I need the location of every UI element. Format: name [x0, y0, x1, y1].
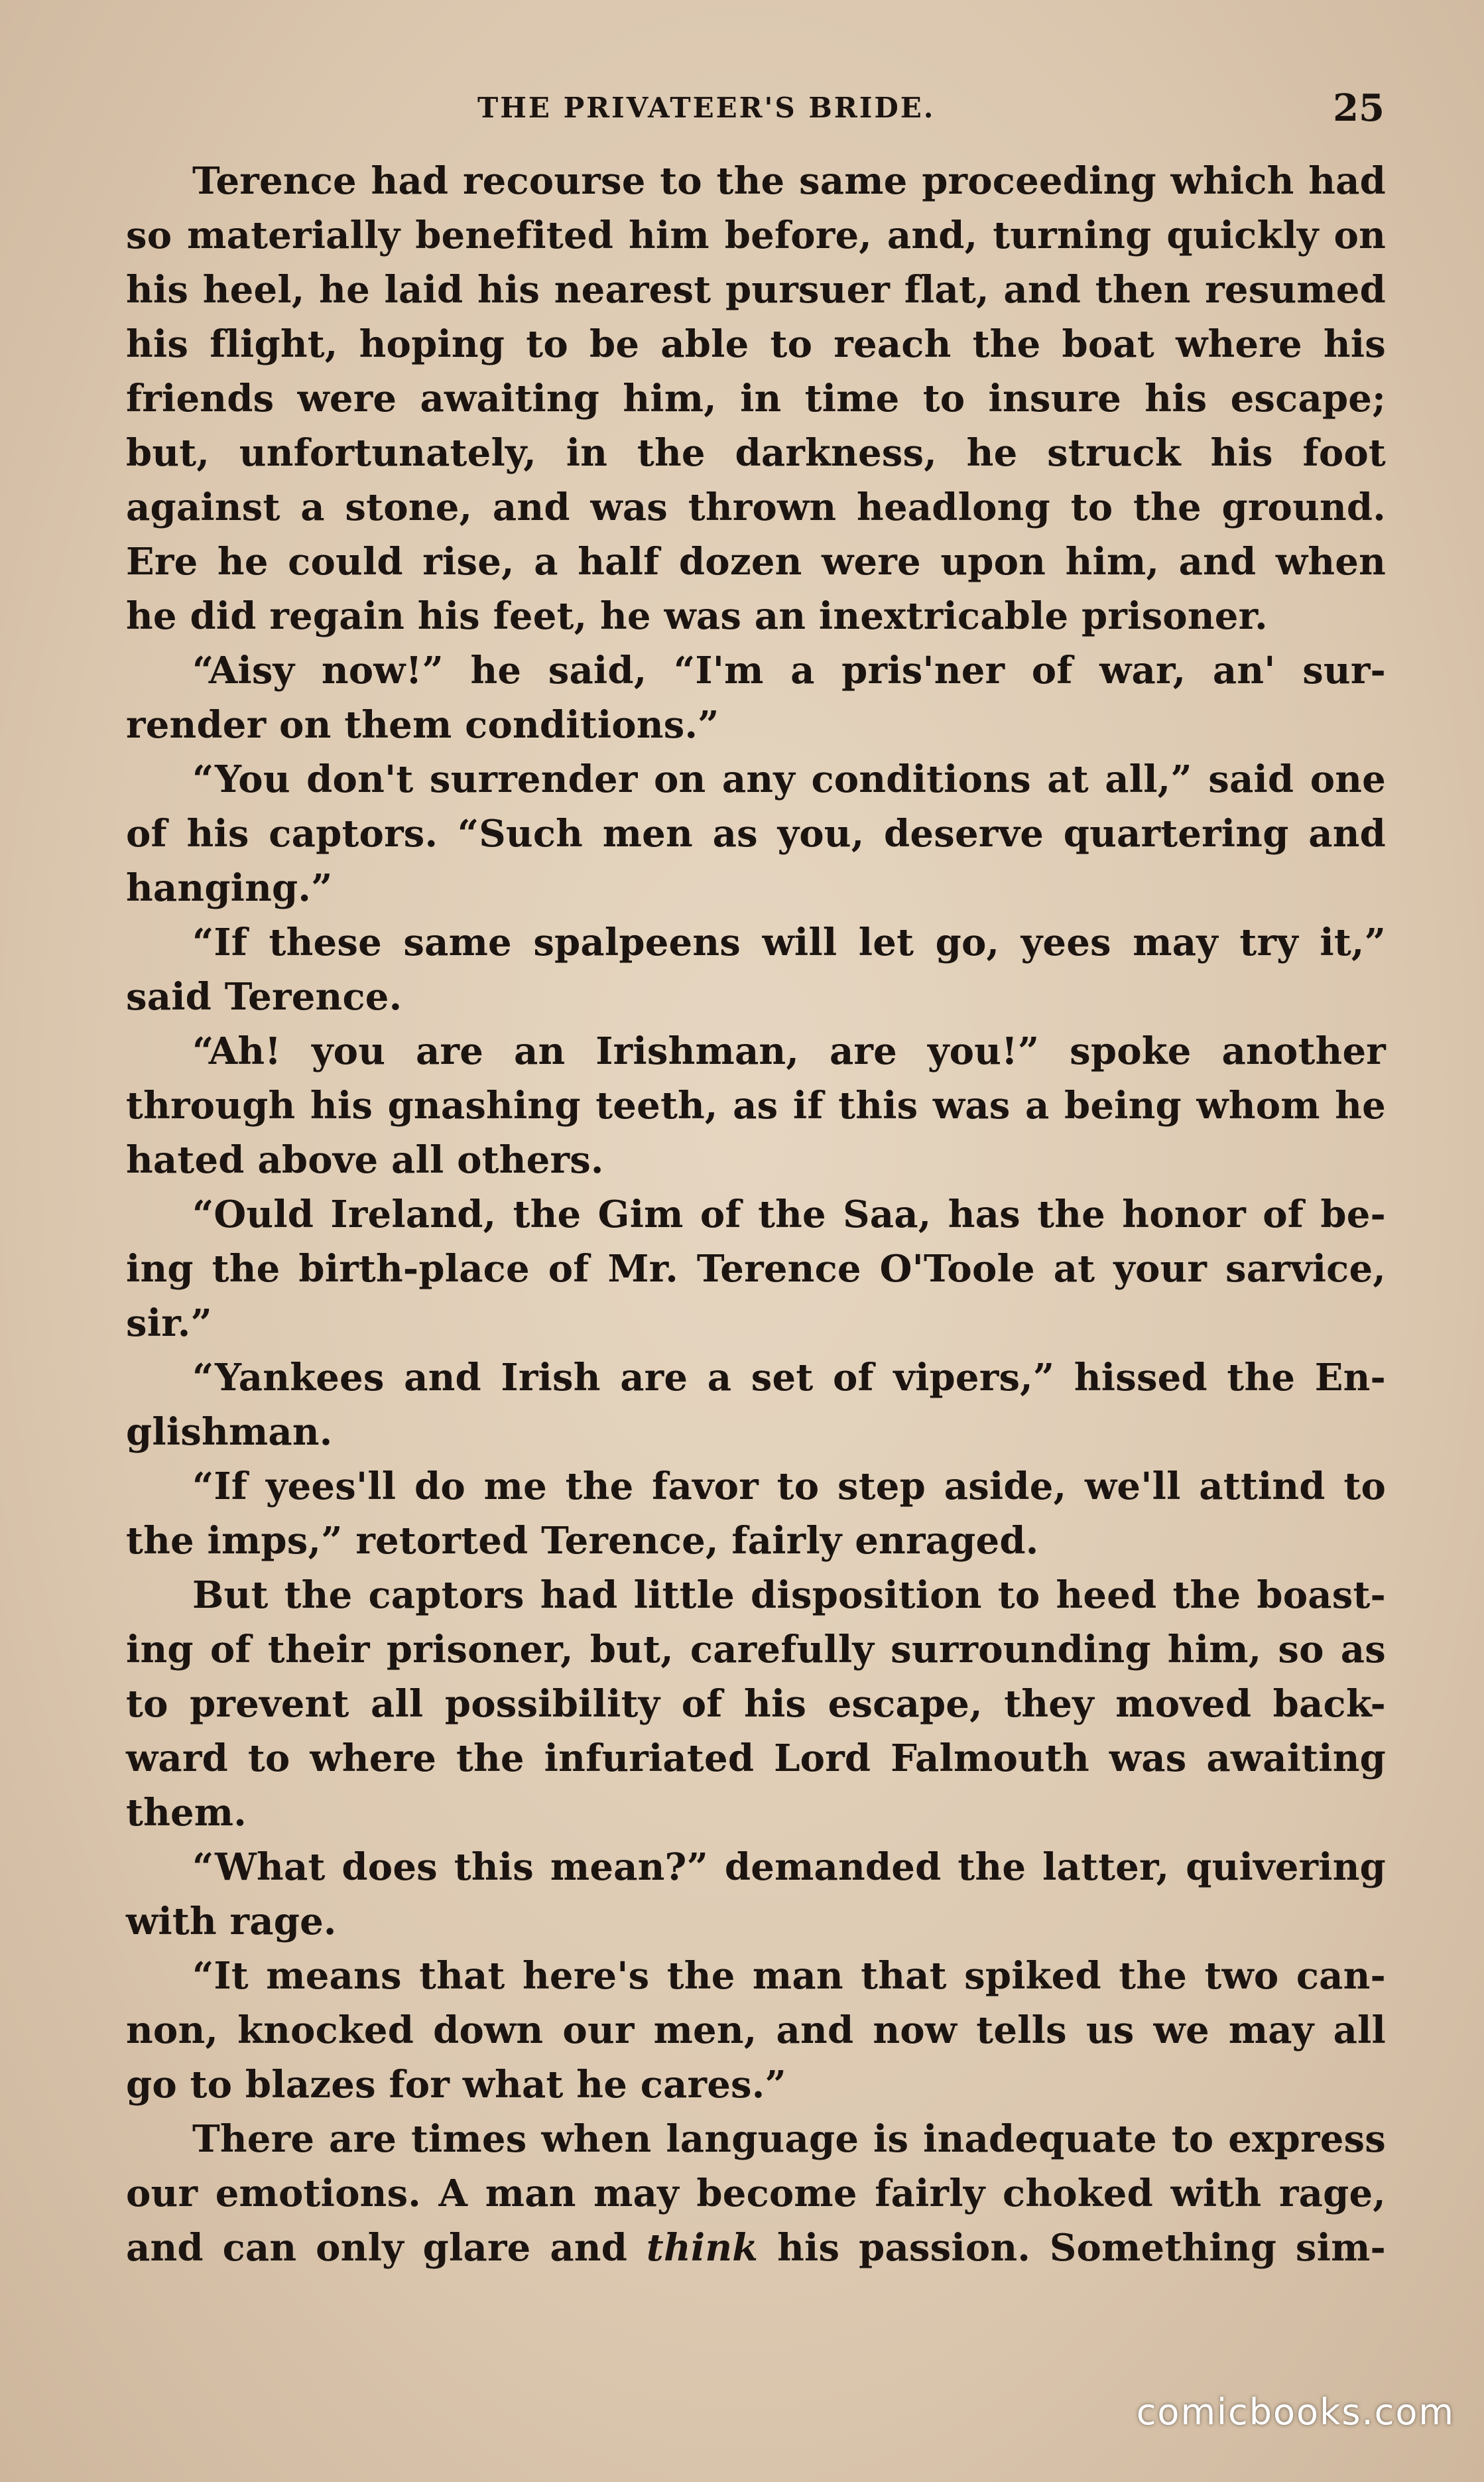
text-line: against a stone, and was thrown headlong to the ground. — [126, 486, 1386, 529]
text-line: he did regain his feet, he was an inextricable prisoner. — [126, 594, 1268, 638]
text-line: friends were awaiting him, in time to insure his escape; — [126, 377, 1386, 421]
text-line: through his gnashing teeth, as if this was a being whom he — [126, 1084, 1386, 1128]
text-line: them. — [126, 1791, 247, 1835]
page-number: 25 — [1333, 86, 1385, 130]
text-line: But the captors had little disposition to heed the boast- — [192, 1573, 1386, 1617]
body-text — [126, 154, 1386, 2275]
text-line: “Ah! you are an Irishman, are you!” spoke another — [192, 1029, 1386, 1073]
text-line: of his captors. “Such men as you, deserve quartering and — [126, 812, 1386, 856]
text-line: so materially benefited him before, and, turning quickly on — [126, 214, 1386, 257]
page-header — [133, 86, 1385, 131]
text-line: to prevent all possibility of his escape, they moved back- — [126, 1682, 1386, 1726]
text-line: “Ould Ireland, the Gim of the Saa, has the honor of be- — [192, 1193, 1386, 1236]
text-line: render on them conditions.” — [126, 703, 719, 747]
text-line: “It means that here's the man that spiked the two can- — [192, 1954, 1386, 1998]
text-line: hanging.” — [126, 866, 333, 910]
text-line: hated above all others. — [126, 1138, 604, 1182]
text-line: ing the birth-place of Mr. Terence O'Toole at your sarvice, — [126, 1247, 1386, 1291]
text-line: said Terence. — [126, 975, 402, 1019]
watermark: comicbooks.com — [1136, 2391, 1455, 2433]
text-line: glishman. — [126, 1410, 333, 1454]
text-line: his heel, he laid his nearest pursuer flat, and then resumed — [126, 268, 1386, 312]
text-line: “If yees'll do me the favor to step aside, we'll attind to — [192, 1465, 1386, 1508]
text-line: with rage. — [126, 1900, 337, 1943]
text-line: There are times when language is inadequate to express — [192, 2117, 1386, 2161]
running-title: THE PRIVATEER'S BRIDE. — [477, 92, 936, 124]
text-line: go to blazes for what he cares.” — [126, 2063, 786, 2107]
text-line: the imps,” retorted Terence, fairly enraged. — [126, 1519, 1039, 1563]
text-line: ward to where the infuriated Lord Falmouth was awaiting — [126, 1736, 1386, 1780]
text-line: “Aisy now!” he said, “I'm a pris'ner of war, an' sur- — [192, 649, 1386, 692]
emphasis: think — [646, 2226, 759, 2270]
text-line: ing of their prisoner, but, carefully surrounding him, so as — [126, 1628, 1386, 1671]
text-line: “What does this mean?” demanded the latter, quivering — [192, 1845, 1386, 1889]
text-line: “Yankees and Irish are a set of vipers,” hissed the En- — [192, 1356, 1386, 1400]
text-line: non, knocked down our men, and now tells us we may all — [126, 2008, 1386, 2052]
text-line: Ere he could rise, a half dozen were upon him, and when — [126, 540, 1386, 584]
text-line: “If these same spalpeens will let go, yees may try it,” — [192, 921, 1386, 964]
text-line: our emotions. A man may become fairly choked with rage, — [126, 2172, 1386, 2215]
text-line: Terence had recourse to the same proceeding which had — [192, 159, 1386, 203]
text-line: “You don't surrender on any conditions at all,” said one — [192, 757, 1386, 801]
text-line: and can only glare and think his passion. Something sim- — [126, 2226, 1386, 2270]
text-line: sir.” — [126, 1301, 212, 1345]
text-line: his flight, hoping to be able to reach the boat where his — [126, 322, 1386, 366]
text-line: but, unfortunately, in the darkness, he struck his foot — [126, 431, 1386, 475]
